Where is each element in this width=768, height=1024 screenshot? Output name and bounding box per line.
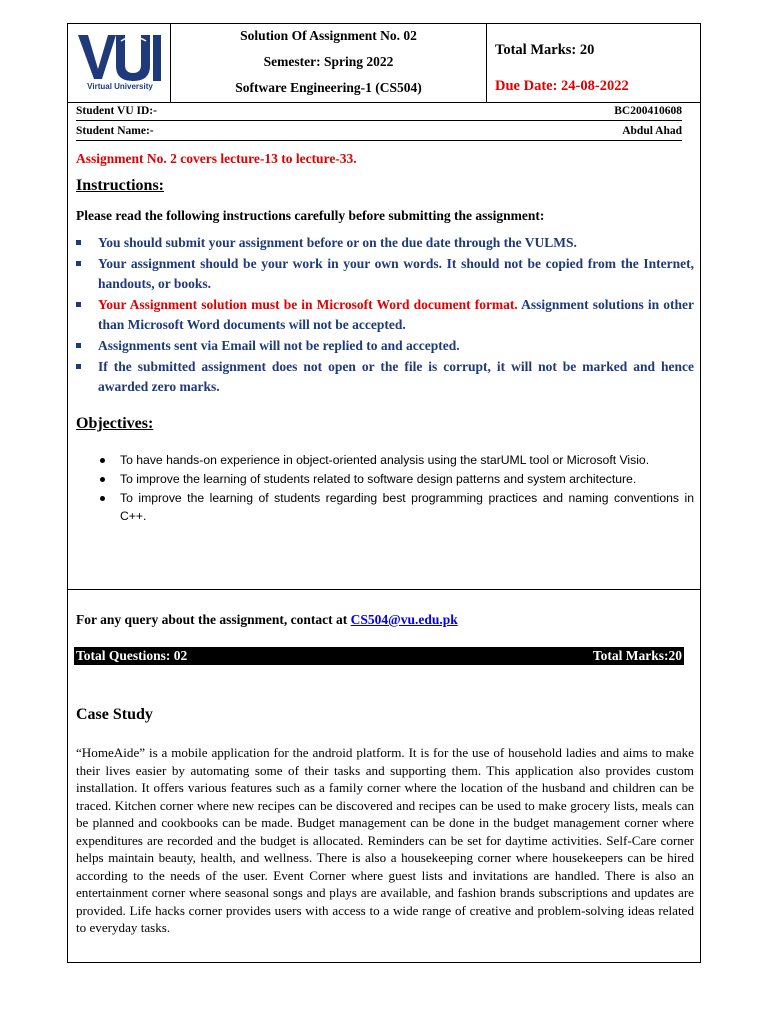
list-item: To improve the learning of students regarding best programming practices and naming conventions in C++. [98,489,694,525]
assignment-body [67,103,701,963]
due-date: Due Date: 24-08-2022 [495,78,629,94]
instructions-heading: Instructions: [76,177,165,194]
list-item: Assignments sent via Email will not be replied to and accepted. [76,336,694,357]
list-item: To have hands-on experience in object-oriented analysis using the starUML tool or Microsoft Visio. [98,451,694,469]
bullet-dot-icon [100,477,105,482]
list-item: Your Assignment solution must be in Microsoft Word document format. Assignment solutions in other than Microsoft Word documents will not be accepted. [76,295,694,336]
instructions-intro: Please read the following instructions carefully before submitting the assignment: [76,208,545,223]
contact-email-link[interactable]: CS504@vu.edu.pk [350,612,458,627]
student-id-value: BC200410608 [614,105,682,117]
query-text: For any query about the assignment, contact at [76,612,351,627]
student-name-label: Student Name:- [76,125,154,137]
semester-text: Semester: Spring 2022 [263,54,394,69]
list-item: If the submitted assignment does not open or the file is corrupt, it will not be marked and hence awarded zero marks. [76,357,694,398]
student-id-row [76,103,682,121]
student-name-row [76,123,682,141]
summary-total-marks: Total Marks:20 [592,648,682,663]
square-bullet-icon [76,261,81,266]
objectives-heading: Objectives: [76,415,154,432]
query-line [76,612,458,628]
total-marks: Total Marks: 20 [495,42,595,58]
student-name-value: Abdul Ahad [622,125,682,137]
vu-logo-icon [76,31,162,83]
list-item: Your assignment should be your work in your own words. It should not be copied from the Internet, handouts, or books. [76,254,694,295]
case-study-title: Case Study [76,706,153,723]
header-marks-cell [487,24,700,102]
bullet-dot-icon [100,458,105,463]
list-item: You should submit your assignment before or on the due date through the VULMS. [76,233,694,254]
square-bullet-icon [76,240,81,245]
logo-cell [68,24,171,102]
header-title-cell [171,24,487,102]
total-questions: Total Questions: 02 [76,648,188,663]
case-study-body: “HomeAide” is a mobile application for the android platform. It is for the use of household ladies and aims to make their lives easier by automating some of their tasks and supporting them. This application also provides custom installation. It offers various features such as a family corner where the location of the husband and children can be traced. Kitchen corner where new recipes can be discovered and recipes can be used to make grocery lists, meals can be planned and cookbooks can be made. Budget management can be done in the budget management corner where expenditures are recorded and the budget is allocated. Reminders can be set for daytime activities. Self-Care corner helps maintain beauty, health, and wellness. There is also a housekeeping corner where housekeepers can be hired according to the needs of the user. Event Corner where guest lists and invitations are handled. There is also an entertainment corner where seasonal songs and plays are available, and fashion brands subscriptions and updates are provided. Life hacks corner provides users with access to a wide range of creative and problem-solving ideas related to everyday tasks. [76,745,694,935]
bullet-dot-icon [100,496,105,501]
assignment-title: Solution Of Assignment No. 02 [240,28,417,43]
square-bullet-icon [76,302,81,307]
objectives-list [98,451,694,526]
summary-bar [74,647,684,665]
header-table [67,23,701,103]
square-bullet-icon [76,343,81,348]
lecture-coverage: Assignment No. 2 covers lecture-13 to lecture-33. [76,151,357,166]
logo-text: Virtual University [87,82,153,91]
divider [68,589,700,590]
instructions-list [76,233,694,398]
square-bullet-icon [76,364,81,369]
course-text: Software Engineering-1 (CS504) [235,80,422,95]
student-id-label: Student VU ID:- [76,105,157,117]
list-item: To improve the learning of students related to software design patterns and system architecture. [98,470,694,488]
